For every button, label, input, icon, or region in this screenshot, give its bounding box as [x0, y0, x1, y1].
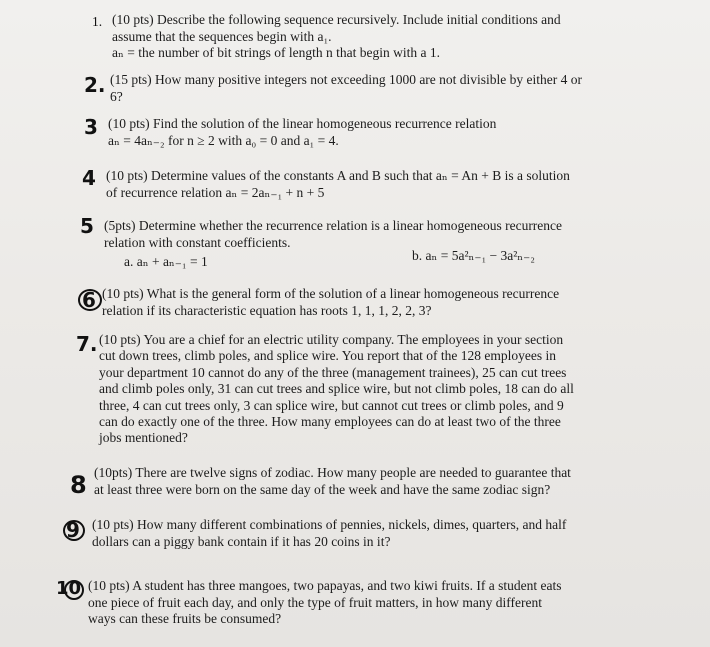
question-8-line-1: (10pts) There are twelve signs of zodiac. How many people are needed to guarantee that	[94, 465, 571, 480]
question-7-line-1: (10 pts) You are a chief for an electric utility company. The employees in your section	[99, 332, 564, 347]
question-2-line-1: (15 pts) How many positive integers not exceeding 1000 are not divisible by either 4 or	[110, 72, 583, 87]
question-5-number: 5	[80, 214, 94, 238]
question-5-part-a: a. aₙ + aₙ₋₁ = 1	[124, 254, 208, 269]
question-10-number: 10	[56, 578, 82, 599]
question-7-line-3: your department 10 cannot do any of the three (management trainees), 25 can cut trees	[99, 364, 567, 380]
question-4-line-1: (10 pts) Determine values of the constants A and B such that aₙ = An + B is a solution	[106, 168, 570, 183]
hand-circle-mark	[63, 520, 85, 541]
question-4-line-2: of recurrence relation aₙ = 2aₙ₋₁ + n + 5	[106, 184, 325, 200]
question-10-line-3: ways can these fruits be consumed?	[88, 611, 282, 626]
question-7-line-2: cut down trees, climb poles, and splice wire. You report that of the 128 employees in	[99, 348, 557, 364]
question-1-number: 1.	[92, 14, 103, 29]
question-9-line-2: dollars can a piggy bank contain if it has 20 coins in it?	[92, 533, 391, 549]
question-9-number: 9	[66, 518, 80, 542]
question-1	[112, 12, 561, 62]
question-9	[92, 517, 566, 550]
question-3	[108, 116, 496, 149]
question-3-line-1: (10 pts) Find the solution of the linear homogeneous recurrence relation	[108, 116, 497, 131]
question-2-number: 2.	[84, 73, 106, 97]
question-7-line-4: and climb poles only, 31 can cut trees and splice wire, but not climb poles, 18 can do all	[99, 381, 574, 397]
question-3-number: 3	[84, 115, 98, 139]
question-8-line-2: at least three were born on the same day of the week and have the same zodiac sign?	[94, 481, 551, 497]
question-4-number: 4	[82, 166, 96, 190]
question-9-line-1: (10 pts) How many different combinations of pennies, nickels, dimes, quarters, and half	[92, 517, 567, 532]
question-10-line-2: one piece of fruit each day, and only the type of fruit matters, in how many different	[88, 594, 542, 610]
question-8-number: 8	[70, 471, 87, 499]
question-4	[106, 168, 570, 201]
question-6	[102, 286, 559, 319]
question-10	[88, 578, 562, 628]
question-2	[110, 72, 582, 105]
question-1-line-1: (10 pts) Describe the following sequence recursively. Include initial conditions and	[112, 12, 561, 27]
question-1-line-3: aₙ = the number of bit strings of length n that begin with a 1.	[112, 45, 441, 60]
hand-circle-mark	[64, 580, 84, 600]
question-5-line-1: (5pts) Determine whether the recurrence relation is a linear homogeneous recurrence	[104, 218, 563, 233]
question-2-line-2: 6?	[110, 88, 123, 104]
question-7	[99, 332, 574, 447]
question-7-line-6: can do exactly one of the three. How many employees can do at least two of the three	[99, 414, 561, 430]
question-6-line-1: (10 pts) What is the general form of the solution of a linear homogeneous recurrence	[102, 286, 560, 301]
question-5	[104, 218, 562, 251]
question-1-line-2: assume that the sequences begin with a₁.	[112, 28, 332, 44]
question-7-number: 7.	[76, 332, 98, 356]
question-10-line-1: (10 pts) A student has three mangoes, two papayas, and two kiwi fruits. If a student eats	[88, 578, 562, 593]
question-3-line-2: aₙ = 4aₙ₋₂ for n ≥ 2 with a₀ = 0 and a₁ = 4.	[108, 132, 339, 148]
question-8	[94, 465, 571, 498]
question-6-number: 6	[82, 288, 96, 312]
question-6-line-2: relation if its characteristic equation has roots 1, 1, 1, 2, 2, 3?	[102, 302, 432, 318]
question-5-line-2: relation with constant coefficients.	[104, 234, 291, 250]
hand-circle-mark	[78, 289, 102, 311]
question-7-line-7: jobs mentioned?	[99, 430, 188, 446]
question-5-part-b: b. aₙ = 5a²ₙ₋₁ − 3a²ₙ₋₂	[412, 248, 535, 263]
question-7-line-5: three, 4 can cut trees only, 3 can splice wire, but cannot cut trees or climb poles, and 9	[99, 397, 564, 413]
